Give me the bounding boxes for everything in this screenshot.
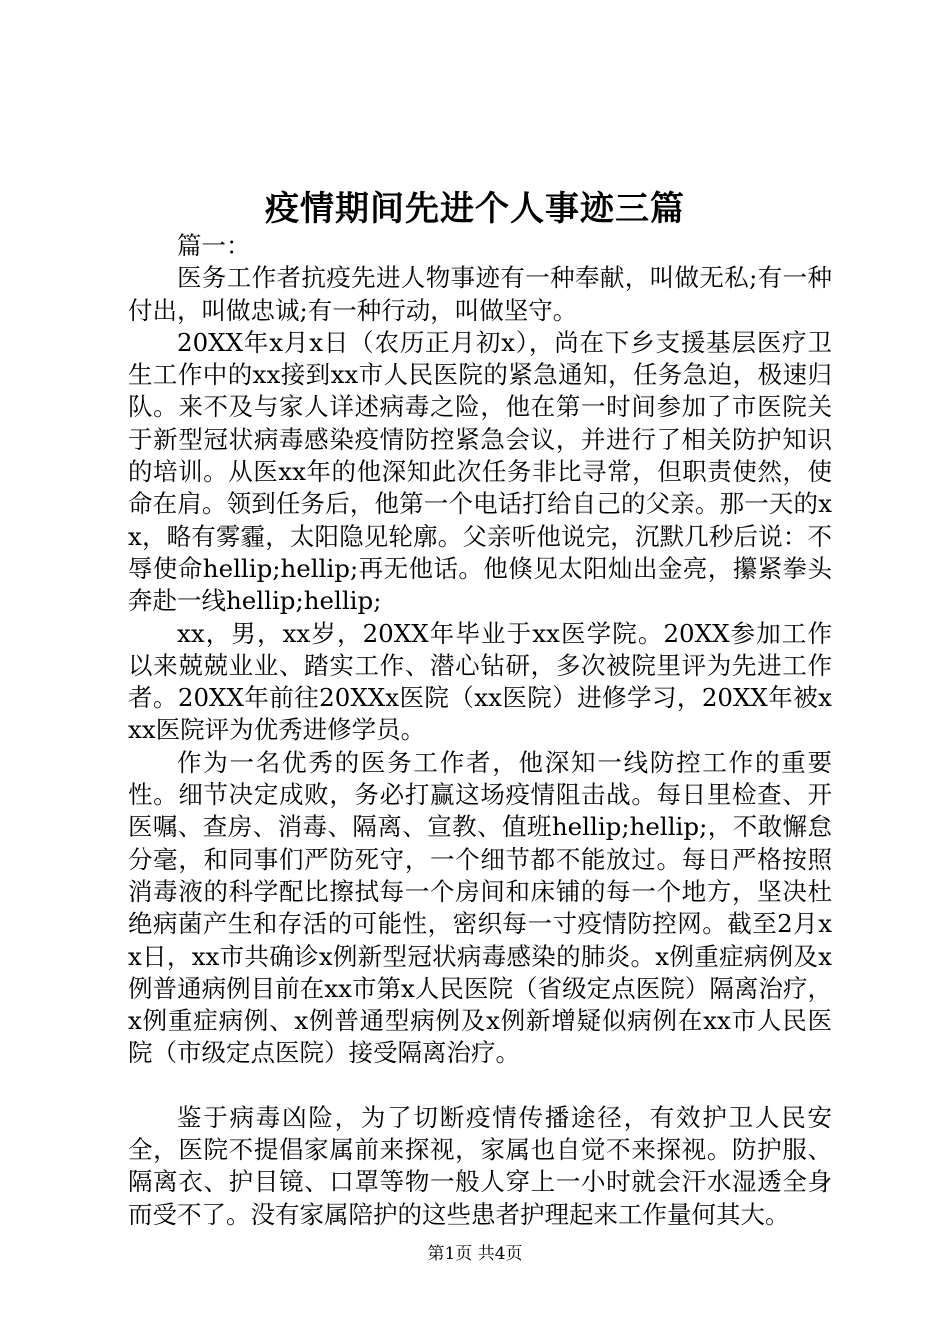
paragraph-recall: 20XX年x月x日（农历正月初x），尚在下乡支援基层医疗卫生工作中的xx接到xx市人民医院的紧急通知，任务急迫，极速归队。来不及与家人详述病毒之险，他在第一时间参加了市医院关于新型冠状病毒感染疫情防控紧急会议，并进行了相关防护知识的培训。从医xx年的他深知此次任务非比寻常，但职责使然，使命在肩。领到任务后，他第一个电话打给自己的父亲。那一天的xx，略有雾霾，太阳隐见轮廓。父亲听他说完，沉默几秒后说：不辱使命hellip;hellip;再无他话。他倏见太阳灿出金亮，攥紧拳头奔赴一线hellip;hellip; [128, 327, 832, 616]
paragraph-frontline-work: 作为一名优秀的医务工作者，他深知一线防控工作的重要性。细节决定成败，务必打赢这场疫情阻击战。每日里检查、开医嘱、查房、消毒、隔离、宣教、值班hellip;hellip;，不敢懈怠分毫，和同事们严防死守，一个细节都不能放过。每日严格按照消毒液的科学配比擦拭每一个房间和床铺的每一个地方，坚决杜绝病菌产生和存活的可能性，密织每一寸疫情防控网。截至2月xx日，xx市共确诊x例新型冠状病毒感染的肺炎。x例重症病例及x例普通病例目前在xx市第x人民医院（省级定点医院）隔离治疗，x例重症病例、x例普通型病例及x例新增疑似病例在xx市人民医院（市级定点医院）接受隔离治疗。 [128, 747, 832, 1068]
paragraph-intro: 医务工作者抗疫先进人物事迹有一种奉献，叫做无私;有一种付出，叫做忠诚;有一种行动，叫做坚守。 [128, 263, 832, 325]
document-body [128, 230, 832, 1231]
paragraph-biography: xx，男，xx岁，20XX年毕业于xx医学院。20XX参加工作以来兢兢业业、踏实工作、潜心钻研，多次被院里评为先进工作者。20XX年前往20XXx医院（xx医院）进修学习，20XX年被xxx医院评为优秀进修学员。 [128, 618, 832, 745]
paragraph-no-visitors: 鉴于病毒凶险，为了切断疫情传播途径，有效护卫人民安全，医院不提倡家属前来探视，家属也自觉不来探视。防护服、隔离衣、护目镜、口罩等物一般人穿上一小时就会汗水湿透全身而受不了。没有家属陪护的这些患者护理起来工作量何其大。 [128, 1102, 832, 1229]
document-title: 疫情期间先进个人事迹三篇 [265, 189, 685, 229]
paragraph-section-label: 篇一： [177, 231, 251, 260]
page-number-footer: 第1页 共4页 [427, 1244, 523, 1264]
